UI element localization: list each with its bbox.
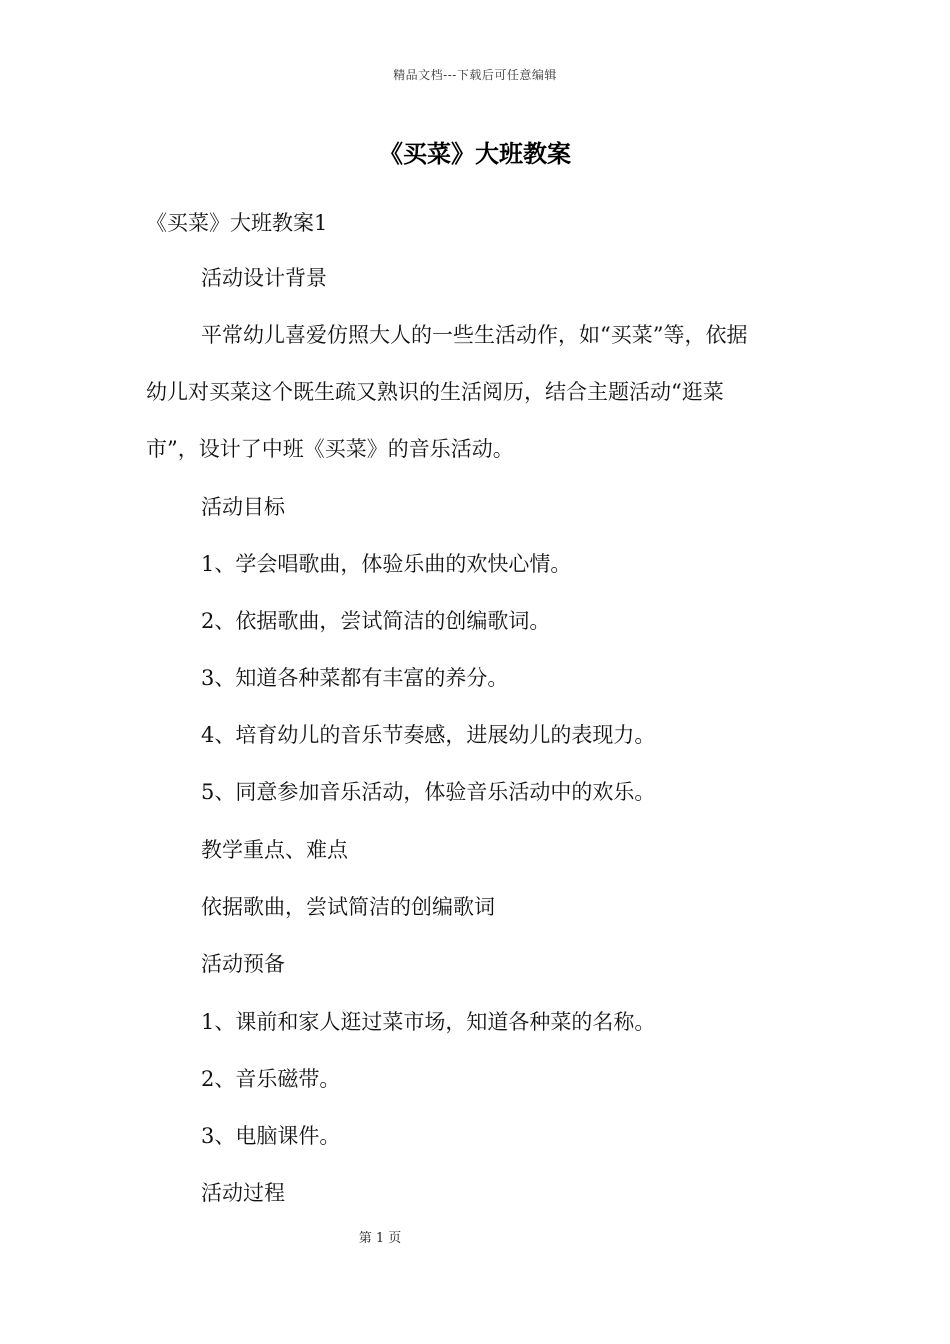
heading-preparation: 活动预备 <box>201 952 285 976</box>
page-header: 精品文档---下载后可任意编辑 <box>393 68 557 82</box>
document-title: 《买菜》大班教案 <box>379 140 571 168</box>
heading-key-points: 教学重点、难点 <box>201 838 348 862</box>
goal-item: 4、培育幼儿的音乐节奏感，进展幼儿的表现力。 <box>201 723 656 747</box>
goal-item: 2、依据歌曲，尝试简洁的创编歌词。 <box>201 609 551 633</box>
prep-item: 3、电脑课件。 <box>201 1124 341 1148</box>
heading-goals: 活动目标 <box>201 495 285 519</box>
prep-item: 2、音乐磁带。 <box>201 1067 341 1091</box>
paragraph-line: 幼儿对买菜这个既生疏又熟识的生活阅历，结合主题活动“逛菜 <box>146 380 724 404</box>
paragraph-line: 平常幼儿喜爱仿照大人的一些生活动作，如“买菜”等，依据 <box>201 323 748 347</box>
goal-item: 1、学会唱歌曲，体验乐曲的欢快心情。 <box>201 552 572 576</box>
page-number: 第 1 页 <box>358 1231 402 1246</box>
paragraph-line: 市”，设计了中班《买菜》的音乐活动。 <box>146 437 514 461</box>
heading-process: 活动过程 <box>201 1181 285 1205</box>
goal-item: 3、知道各种菜都有丰富的养分。 <box>201 666 509 690</box>
heading-background: 活动设计背景 <box>201 266 327 290</box>
prep-item: 1、课前和家人逛过菜市场，知道各种菜的名称。 <box>201 1010 656 1034</box>
key-points-text: 依据歌曲，尝试简洁的创编歌词 <box>201 895 495 919</box>
goal-item: 5、同意参加音乐活动，体验音乐活动中的欢乐。 <box>201 780 656 804</box>
section-subtitle: 《买菜》大班教案1 <box>146 211 328 235</box>
